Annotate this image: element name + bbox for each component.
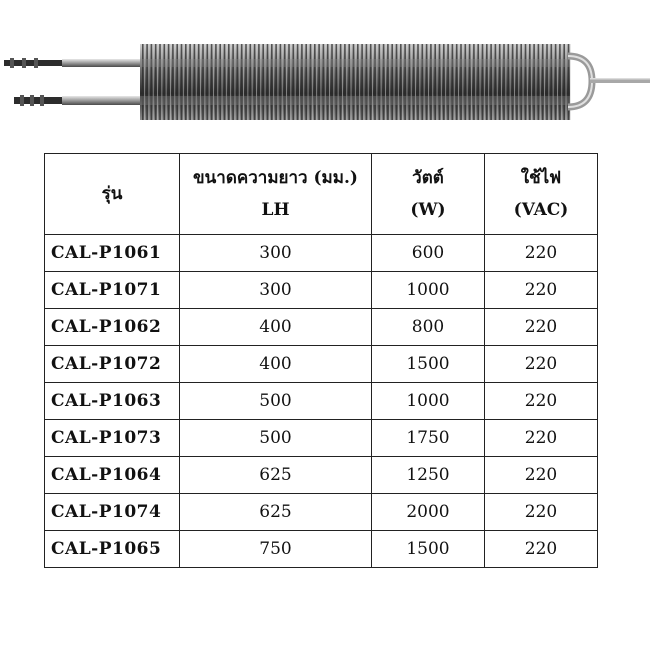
table-row <box>45 235 598 272</box>
cell-volts: 220 <box>485 383 598 420</box>
specification-table <box>44 153 598 568</box>
cell-volts: 220 <box>485 420 598 457</box>
cell-watts: 1500 <box>372 346 485 383</box>
cell-watts: 600 <box>372 235 485 272</box>
cell-length: 625 <box>180 494 372 531</box>
cell-volts: 220 <box>485 531 598 568</box>
table-row <box>45 531 598 568</box>
cell-model: CAL-P1064 <box>45 457 180 494</box>
cell-model: CAL-P1061 <box>45 235 180 272</box>
cell-volts: 220 <box>485 272 598 309</box>
header-row <box>45 154 598 235</box>
cell-length: 300 <box>180 235 372 272</box>
table-row <box>45 457 598 494</box>
header-model <box>45 154 180 235</box>
cell-model: CAL-P1062 <box>45 309 180 346</box>
fin-block <box>140 44 571 120</box>
cell-volts: 220 <box>485 457 598 494</box>
finned-heater-image <box>0 30 650 135</box>
cell-watts: 2000 <box>372 494 485 531</box>
u-bend <box>568 56 650 107</box>
cell-watts: 1750 <box>372 420 485 457</box>
cell-model: CAL-P1072 <box>45 346 180 383</box>
cell-volts: 220 <box>485 309 598 346</box>
header-watts-unit: (W) <box>410 200 446 220</box>
cell-model: CAL-P1065 <box>45 531 180 568</box>
table-row <box>45 309 598 346</box>
cell-length: 400 <box>180 309 372 346</box>
header-model-label: รุ่น <box>101 183 123 204</box>
cell-model: CAL-P1063 <box>45 383 180 420</box>
table-row <box>45 494 598 531</box>
cell-length: 625 <box>180 457 372 494</box>
cell-length: 500 <box>180 420 372 457</box>
cell-volts: 220 <box>485 494 598 531</box>
header-watts-label: วัตต์ <box>412 167 444 188</box>
cell-model: CAL-P1073 <box>45 420 180 457</box>
cell-watts: 1000 <box>372 272 485 309</box>
cell-length: 300 <box>180 272 372 309</box>
table-row <box>45 383 598 420</box>
cell-length: 400 <box>180 346 372 383</box>
cell-watts: 800 <box>372 309 485 346</box>
cell-volts: 220 <box>485 235 598 272</box>
table-row <box>45 346 598 383</box>
table-row <box>45 420 598 457</box>
terminal-rods <box>4 58 142 106</box>
cell-length: 500 <box>180 383 372 420</box>
header-length-label: ขนาดความยาว (มม.) <box>193 167 358 188</box>
header-length-sub: LH <box>261 200 290 220</box>
cell-length: 750 <box>180 531 372 568</box>
header-length <box>180 154 372 235</box>
cell-watts: 1500 <box>372 531 485 568</box>
cell-model: CAL-P1074 <box>45 494 180 531</box>
cell-watts: 1000 <box>372 383 485 420</box>
cell-watts: 1250 <box>372 457 485 494</box>
table-row <box>45 272 598 309</box>
cell-model: CAL-P1071 <box>45 272 180 309</box>
cell-volts: 220 <box>485 346 598 383</box>
header-voltage-label: ใช้ไฟ <box>520 167 562 188</box>
header-voltage <box>485 154 598 235</box>
header-watts <box>372 154 485 235</box>
header-voltage-unit: (VAC) <box>513 200 569 220</box>
